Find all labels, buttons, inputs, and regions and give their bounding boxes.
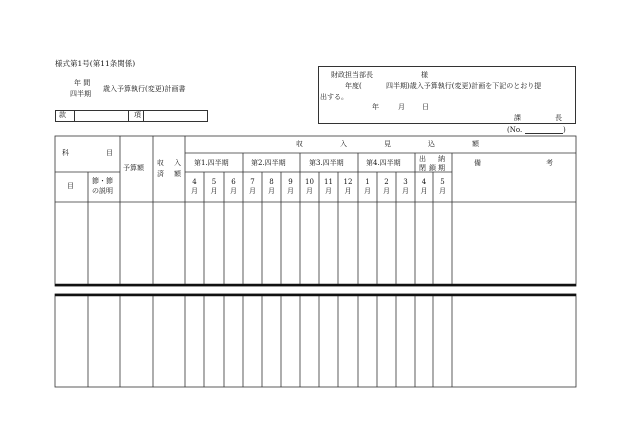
shutsunou-5: 期: [438, 164, 445, 172]
month-number: 10: [305, 178, 314, 186]
moku-column-label: 目: [67, 182, 74, 190]
shunyu-1: 収: [157, 159, 164, 167]
month-header: [300, 178, 319, 196]
addressee: 財政担当部長: [331, 71, 373, 79]
month-header: [338, 178, 358, 196]
kamoku-label: 科: [62, 149, 69, 157]
notice-line1-rest: 四半期)歳入予算執行(変更)計画を下記のとおり提: [386, 82, 542, 90]
month-header: [185, 178, 204, 196]
month-header: [281, 178, 300, 196]
shunyu-2: 入: [174, 159, 181, 167]
setsu-label-1: 節・節: [92, 177, 113, 185]
month-unit: 月: [268, 187, 275, 195]
month-header: [358, 178, 377, 196]
month-unit: 月: [325, 187, 332, 195]
month-unit: 月: [383, 187, 390, 195]
month-unit: 月: [402, 187, 409, 195]
shunyu-4: 額: [174, 170, 181, 178]
month-number: 9: [288, 178, 293, 186]
month-number: 6: [231, 178, 236, 186]
quarter-1: 第1.四半期: [194, 159, 229, 167]
honorific: 様: [421, 71, 428, 79]
month-header: [396, 178, 415, 196]
mikomi-1: 収: [296, 140, 303, 148]
shunyu-3: 済: [157, 170, 164, 178]
date-year: 年: [372, 103, 379, 111]
document-title: 歳入予算執行(変更)計画書: [103, 85, 186, 93]
department-label: 課: [514, 114, 521, 122]
month-unit: 月: [306, 187, 313, 195]
month-header: [224, 178, 243, 196]
month-header: [243, 178, 262, 196]
month-unit: 月: [344, 187, 352, 195]
month-unit: 月: [287, 187, 294, 195]
month-header: [204, 178, 224, 196]
notice-line1-year: 年度(: [345, 82, 362, 90]
month-number: 11: [324, 178, 333, 186]
shutsunou-2: 納: [438, 155, 445, 163]
shutsunou-4: 鎖: [429, 164, 436, 172]
month-header: [262, 178, 281, 196]
month-header: [433, 178, 452, 196]
mikomi-4: 込: [428, 140, 435, 148]
moku-label: 目: [106, 149, 113, 157]
bikou-2: 考: [546, 159, 553, 167]
month-number: 8: [269, 178, 274, 186]
mikomi-2: 入: [340, 140, 347, 148]
number-prefix: (No.: [507, 126, 523, 134]
number-suffix: ): [563, 126, 566, 134]
month-unit: 月: [439, 187, 446, 195]
quarter-label: 四半期: [70, 90, 91, 98]
month-unit: 月: [249, 187, 256, 195]
chief-label: 長: [555, 114, 562, 122]
date-day: 日: [422, 103, 429, 111]
month-number: 4: [192, 178, 197, 186]
kou-label: 項: [134, 111, 141, 119]
month-number: 5: [211, 178, 217, 186]
shutsunou-3: 閉: [419, 164, 426, 172]
month-unit: 月: [230, 187, 237, 195]
month-number: 1: [365, 178, 370, 186]
mikomi-3: 見: [384, 140, 391, 148]
mikomi-5: 額: [472, 140, 479, 148]
quarter-3: 第3.四半期: [309, 159, 344, 167]
date-month: 月: [398, 103, 405, 111]
month-header: [415, 178, 433, 196]
year-label: 年 間: [74, 79, 91, 87]
month-number: 12: [343, 178, 353, 186]
month-header: [377, 178, 396, 196]
shutsunou-1: 出: [419, 155, 426, 163]
yosan-label: 予算額: [123, 164, 144, 172]
bikou-1: 備: [474, 159, 481, 167]
quarter-2: 第2.四半期: [251, 159, 286, 167]
month-number: 2: [384, 178, 389, 186]
form-number: 様式第1号(第11条関係): [55, 59, 136, 68]
month-unit: 月: [191, 187, 198, 195]
month-number: 3: [403, 178, 408, 186]
notice-line2: 出する。: [320, 93, 348, 101]
setsu-label-2: の説明: [92, 187, 113, 195]
month-header: [319, 178, 338, 196]
kan-label: 款: [59, 111, 66, 119]
month-unit: 月: [420, 187, 428, 195]
month-unit: 月: [210, 187, 218, 195]
month-number: 5: [440, 178, 445, 186]
month-number: 4: [421, 178, 427, 186]
quarter-4: 第4.四半期: [366, 159, 401, 167]
month-unit: 月: [364, 187, 371, 195]
month-number: 7: [250, 178, 255, 186]
